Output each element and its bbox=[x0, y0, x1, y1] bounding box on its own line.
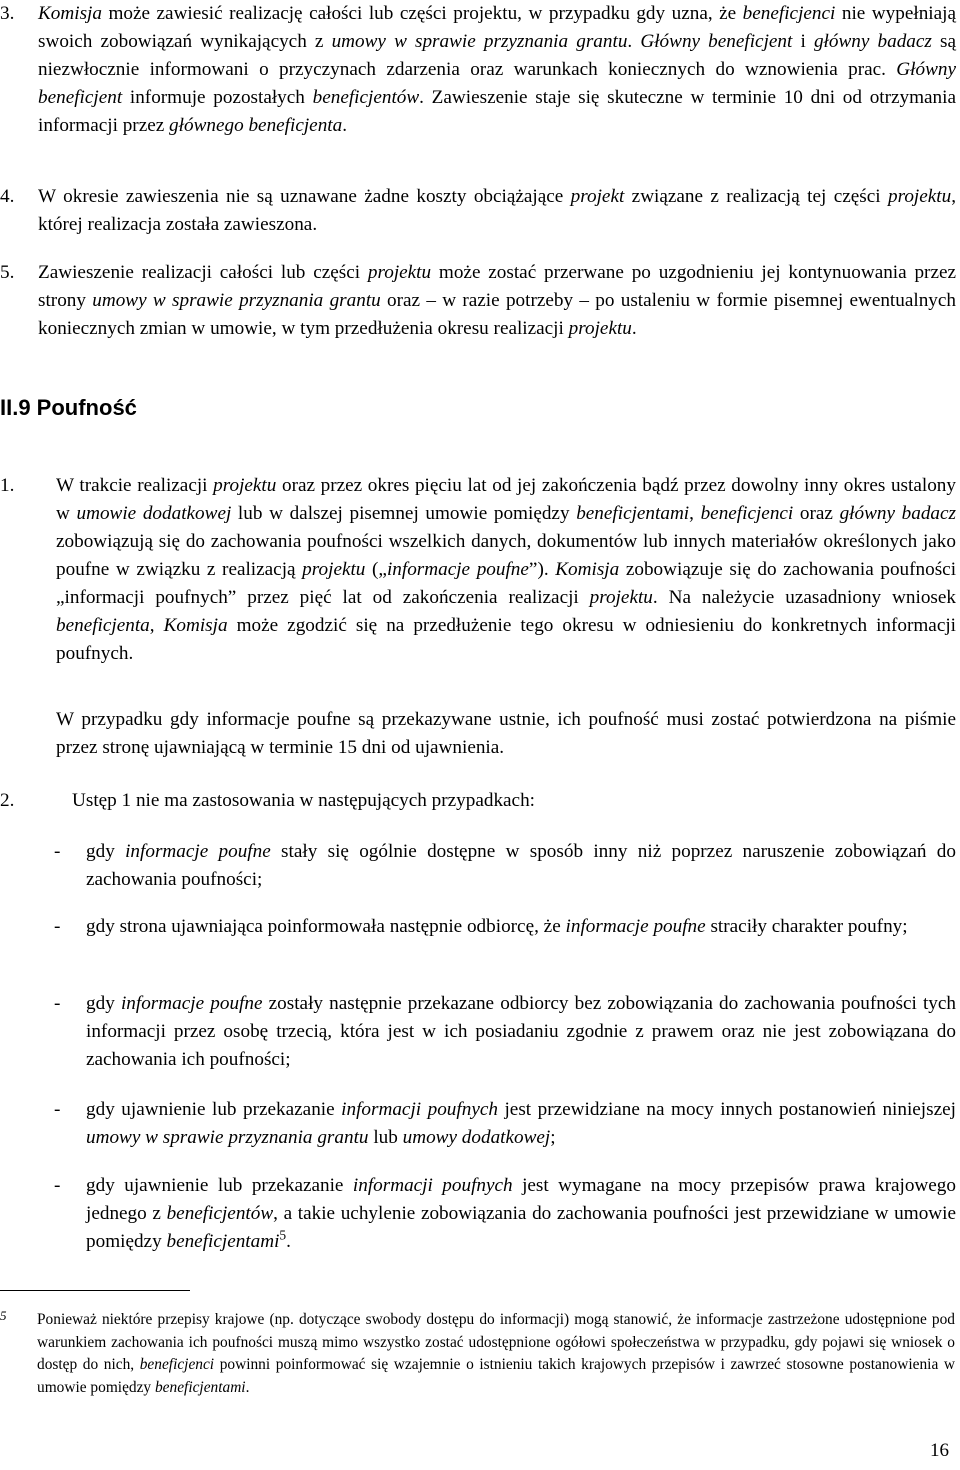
paragraph-item-4 bbox=[38, 183, 956, 239]
text-run: są niezwłocznie informowani o przyczynach zdarzenia oraz warunkach koniecznych do wznowienia prac. bbox=[38, 31, 956, 80]
item-number: 3. bbox=[0, 3, 15, 24]
text-run: . Na należycie uzasadniony wniosek bbox=[652, 587, 956, 608]
defined-term: beneficjentami bbox=[576, 503, 690, 524]
footnote-separator bbox=[0, 1290, 190, 1291]
text-run: oraz przez okres pięciu lat od jej zakończenia bądź przez dowolny inny okres ustalony w bbox=[56, 475, 956, 524]
text-run: . bbox=[631, 318, 637, 339]
text-run: jest przewidziane na mocy innych postanowień niniejszej bbox=[497, 1099, 956, 1120]
item-number: 1. bbox=[0, 475, 15, 496]
text-run: gdy ujawnienie lub przekazanie bbox=[86, 1175, 353, 1196]
defined-term: umowie dodatkowej bbox=[76, 503, 232, 524]
text-run: zobowiązują się do zachowania poufności wszelkich danych, dokumentów lub innych materiałów określonych jako poufne w związku z realizacją bbox=[56, 531, 956, 580]
text-run: lub bbox=[368, 1127, 403, 1148]
text-run: („ bbox=[365, 559, 387, 580]
text-run: może zawiesić realizację całości lub części projektu, w przypadku gdy uzna, że bbox=[101, 3, 743, 24]
bullet-dash: - bbox=[54, 1175, 61, 1196]
paragraph-item-3 bbox=[38, 0, 956, 140]
bullet-dash: - bbox=[54, 993, 61, 1014]
paragraph-poufnosc-1b bbox=[56, 706, 956, 762]
footnote-reference: 5 bbox=[279, 1227, 287, 1243]
footnote-marker: 5 bbox=[0, 1308, 7, 1323]
text-run: W trakcie realizacji bbox=[56, 475, 214, 496]
defined-term: beneficjenci bbox=[742, 3, 836, 24]
item-number: 4. bbox=[0, 186, 15, 207]
text-run: gdy bbox=[86, 993, 121, 1014]
defined-term: umowy w sprawie przyznania grantu bbox=[331, 31, 628, 52]
defined-term: projekt bbox=[570, 186, 625, 207]
text-run: jest wymagane na mocy przepisów prawa krajowego jednego z bbox=[86, 1175, 956, 1224]
defined-term: projektu bbox=[589, 587, 653, 608]
defined-term: Komisja bbox=[555, 559, 620, 580]
paragraph-item-5 bbox=[38, 259, 956, 343]
defined-term: projektu bbox=[367, 262, 432, 283]
text-run: może zgodzić się na przedłużenie tego okresu w odniesieniu do konkretnych informacji poufnych. bbox=[56, 615, 957, 664]
footnote-text bbox=[37, 1309, 955, 1399]
text-run: straciły charakter poufny; bbox=[705, 916, 908, 937]
text-run: oraz bbox=[793, 503, 840, 524]
text-run: gdy ujawnienie lub przekazanie bbox=[86, 1099, 342, 1120]
defined-term: głównego beneficjenta bbox=[169, 115, 343, 136]
text-run: , której realizacja została zawieszona. bbox=[38, 186, 956, 235]
defined-term: projektu bbox=[302, 559, 366, 580]
text-run: Ponieważ niektóre przepisy krajowe (np. dotyczące swobody dostępu do informacji) mogą stanowić, że informacje zastrzeżone udostępnione pod warunkiem zachowania ich poufności muszą mimo wszystko zostać udostępnione ogółowi społeczeństwa w przypadku, gdy pojawi się wniosek o dostęp do nich, bbox=[37, 1311, 955, 1373]
text-run: ”). bbox=[528, 559, 556, 580]
defined-term: Główny beneficjent bbox=[640, 31, 793, 52]
defined-term: projektu bbox=[887, 186, 952, 207]
defined-term: Komisja bbox=[163, 615, 228, 636]
defined-term: beneficjentami bbox=[154, 1378, 246, 1396]
bullet-item bbox=[86, 1172, 956, 1256]
text-run: i bbox=[792, 31, 814, 52]
bullet-item bbox=[86, 838, 956, 894]
paragraph-poufnosc-2: Ustęp 1 nie ma zastosowania w następujących przypadkach: bbox=[72, 790, 536, 811]
text-run: . Zawieszenie staje się skuteczne w terminie 10 dni od otrzymania informacji przez bbox=[38, 87, 957, 136]
text-run: W okresie zawieszenia nie są uznawane żadne koszty obciążające bbox=[38, 186, 571, 207]
bullet-item bbox=[86, 1096, 956, 1152]
text-run: gdy strona ujawniająca poinformowała następnie odbiorcę, że bbox=[86, 916, 566, 937]
defined-term: beneficjenci bbox=[139, 1356, 215, 1373]
bullet-item bbox=[86, 913, 956, 941]
text-run: . bbox=[342, 115, 348, 136]
section-heading: II.9 Poufność bbox=[0, 395, 137, 420]
text-run: zostały następnie przekazane odbiorcy bez zobowiązania do zachowania poufności tych informacji przez osobę trzecią, która jest w ich posiadaniu zgodnie z prawem oraz nie jest zobowiązana do zachowania ich poufności; bbox=[86, 993, 956, 1070]
defined-term: umowy w sprawie przyznania grantu bbox=[92, 290, 381, 311]
defined-term: informacji poufnych bbox=[341, 1099, 498, 1120]
defined-term: beneficjentów bbox=[166, 1203, 274, 1224]
text-run: związane z realizacją tej części bbox=[624, 186, 888, 207]
text-run: . bbox=[286, 1231, 291, 1252]
text-run: , a takie uchylenie zobowiązania do zachowania poufności jest przewidziane w umowie pomiędzy bbox=[86, 1203, 956, 1252]
paragraph-poufnosc-1 bbox=[56, 472, 956, 668]
text-run: nie wypełniają swoich zobowiązań wynikających z bbox=[38, 3, 956, 52]
defined-term: główny badacz bbox=[813, 31, 932, 52]
bullet-item bbox=[86, 990, 956, 1074]
defined-term: umowy w sprawie przyznania grantu bbox=[86, 1127, 369, 1148]
item-number: 2. bbox=[0, 790, 15, 811]
text-run: . bbox=[627, 31, 641, 52]
defined-term: informacje poufne bbox=[565, 916, 706, 937]
bullet-dash: - bbox=[54, 916, 61, 937]
defined-term: informacje poufne bbox=[386, 559, 529, 580]
defined-term: umowy dodatkowej bbox=[402, 1127, 551, 1148]
text-run: może zostać przerwane po uzgodnieniu jej kontynuowania przez strony bbox=[38, 262, 956, 311]
text-run: stały się ogólnie dostępne w sposób inny niż poprzez naruszenie zobowiązań do zachowania poufności; bbox=[86, 841, 956, 890]
text-run: powinni poinformować się wzajemnie o istnieniu takich krajowych przepisów i zawrzeć stosowne postanowienia w umowie pomiędzy bbox=[37, 1356, 955, 1396]
bullet-dash: - bbox=[54, 1099, 61, 1120]
defined-term: Główny beneficjent bbox=[38, 59, 956, 108]
page-number: 16 bbox=[930, 1440, 949, 1461]
defined-term: informacji poufnych bbox=[352, 1175, 513, 1196]
text-run: , bbox=[689, 503, 701, 524]
defined-term: beneficjentami bbox=[166, 1231, 280, 1252]
text-run: W przypadku gdy informacje poufne są przekazywane ustnie, ich poufność musi zostać potwierdzona na piśmie przez stronę ujawniającą w terminie 15 dni od ujawnienia. bbox=[56, 709, 956, 758]
text-run: oraz – w razie potrzeby – po ustaleniu w formie pisemnej ewentualnych koniecznych zmian w umowie, w tym przedłużenia okresu realizacji bbox=[38, 290, 956, 339]
defined-term: beneficjenci bbox=[700, 503, 794, 524]
text-run: Zawieszenie realizacji całości lub części bbox=[38, 262, 368, 283]
text-run: informuje pozostałych bbox=[122, 87, 313, 108]
item-number: 5. bbox=[0, 262, 15, 283]
text-run: , bbox=[149, 615, 164, 636]
defined-term: informacje poufne bbox=[125, 841, 271, 862]
defined-term: projektu bbox=[213, 475, 277, 496]
defined-term: Komisja bbox=[38, 3, 102, 24]
text-run: gdy bbox=[86, 841, 126, 862]
bullet-dash: - bbox=[54, 841, 61, 862]
defined-term: informacje poufne bbox=[120, 993, 263, 1014]
text-run: zobowiązuje się do zachowania poufności „informacji poufnych” przez pięć lat od zakończenia realizacji bbox=[56, 559, 957, 608]
text-run: . bbox=[245, 1378, 250, 1396]
defined-term: główny badacz bbox=[839, 503, 956, 524]
defined-term: beneficjenta bbox=[56, 615, 150, 636]
defined-term: beneficjentów bbox=[312, 87, 420, 108]
defined-term: projektu bbox=[568, 318, 632, 339]
text-run: ; bbox=[550, 1127, 556, 1148]
text-run: lub w dalszej pisemnej umowie pomiędzy bbox=[231, 503, 577, 524]
